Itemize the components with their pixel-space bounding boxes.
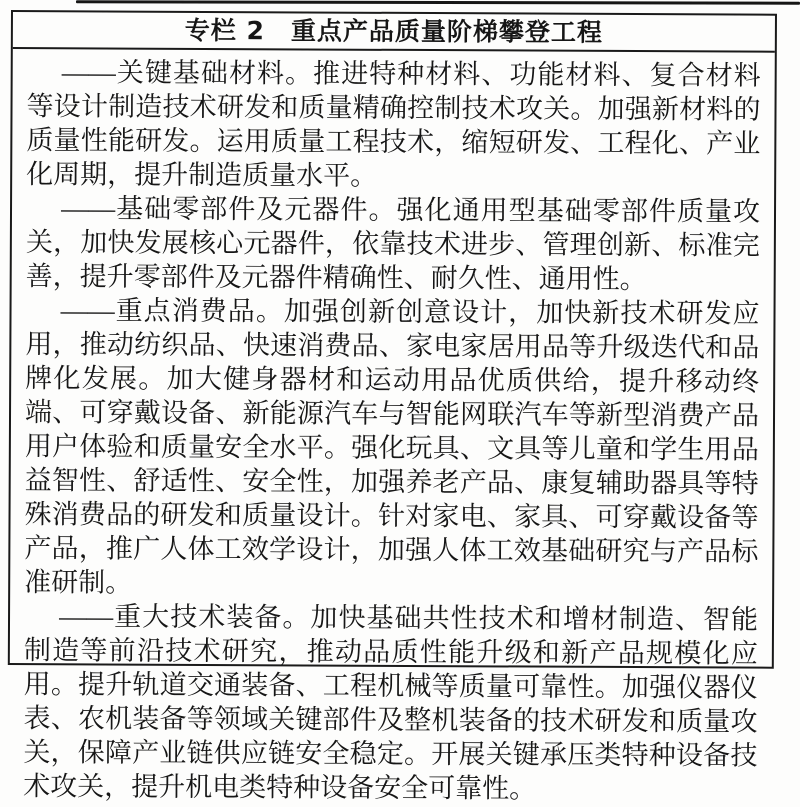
highlight-box: [8, 10, 777, 804]
scan-edge-artifact: [76, 0, 800, 5]
paragraph-basic-components: ——基础零部件及元器件。强化通用型基础零部件质量攻关，加快发展核心元器件，依靠技术进步、管理创新、标准完善，提升零部件及元器件精确性、耐久性、通用性。: [25, 193, 761, 295]
box-body: [9, 49, 775, 807]
box-title: 专栏 2 重点产品质量阶梯攀登工程: [13, 12, 775, 53]
paragraph-major-technical-equipment: ——重大技术装备。加快基础共性技术和增材制造、智能制造等前沿技术研究，推动品质性能升级和新产品规模化应用。提升轨道交通装备、工程机械等质量可靠性。加强仪器仪表、农机装备等领域关键部件及整机装备的技术研发和质量攻关，保障产业链供应链安全稳定。开展关键承压类特种设备技术攻关，提升机电类特种设备安全可靠性。: [23, 601, 759, 804]
paragraph-key-consumer-goods: ——重点消费品。加强创新创意设计，加快新技术研发应用，推动纺织品、快速消费品、家电家居用品等升级迭代和品牌化发展。加大健身器材和运动用品优质供给，提升移动终端、可穿戴设备、新能源汽车与智能网联汽车等新型消费产品用户体验和质量安全水平。强化玩具、文具等儿童和学生用品益智性、舒适性、安全性，加强养老产品、康复辅助器具等特殊消费品的研发和质量设计。针对家电、家具、可穿戴设备等产品，推广人体工效学设计，加强人体工效基础研究与产品标准研制。: [24, 295, 760, 598]
paragraph-key-basic-materials: ——关键基础材料。推进特种材料、功能材料、复合材料等设计制造技术研发和质量精确控制技术攻关。加强新材料的质量性能研发。运用质量工程技术，缩短研发、工程化、产业化周期，提升制造质量水平。: [26, 57, 761, 191]
